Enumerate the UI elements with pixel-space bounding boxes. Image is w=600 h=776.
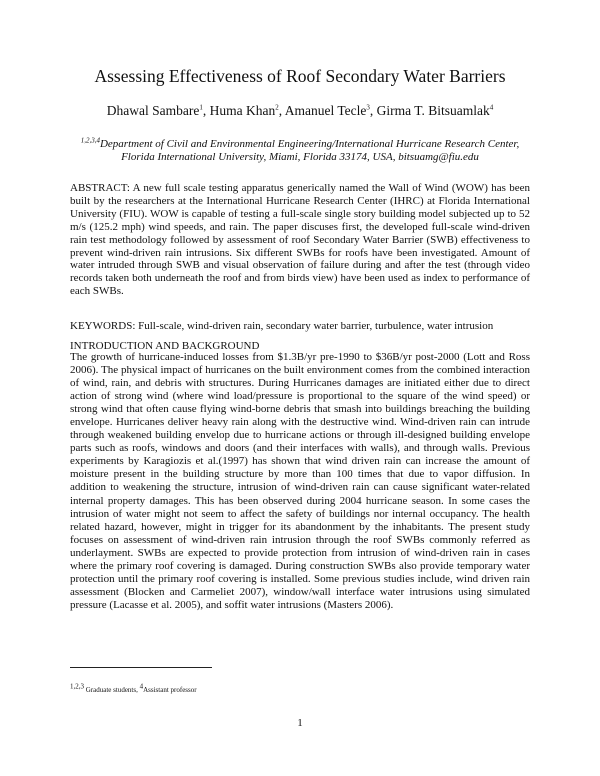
section-heading: INTRODUCTION AND BACKGROUND	[70, 340, 260, 352]
author-sup: 3	[366, 103, 370, 112]
affiliation-sup: 1,2,3,4	[80, 136, 100, 145]
author-list: Dhawal Sambare$^1$, Huma Khan$^2$, Amanuel Tecle$^3$, Girma T. Bitsuamlak$^4$	[106, 103, 494, 118]
intro-paragraph: The growth of hurricane-induced losses from $1.3B/yr pre-1990 to $36B/yr post-2000 (Lott and Ross 2006). The physical impact of hurricanes on the built environment comes from the combined interaction of wind, rain, and debris with structures. During Hurricanes damages are initiated either due to direct action of strong wind (where wind load/pressure is proportional to the square of the wind speed) or strong wind that often cause flying wind-borne debris that smash into buildings breaching the building envelope. Hurricanes deliver heavy rain along with the destructive wind. Wind-driven rain can intrude through weakened building envelop due to hurricane actions or through ill-designed building envelope parts such as roofs, windows and doors (and their interfaces with walls), and through walls. Previous experiments by Karagiozis et al.(1997) has shown that wind driven rain can increase the amount of moisture present in the building structure by more than 100 times that due to vapor diffusion. In addition to weakening the structure, intrusion of wind-driven rain can cause significant water-related internal property damages. This has been observed during 2004 hurricane season. In some cases the intrusion of water might not seem to affect the safety of buildings nor internal occupancy. The health related hazard, however, might in trigger for its abandonment by the inhabitants. The present study focuses on assessment of wind-driven rain intrusion through the roof SWBs commonly referred as underlayment. SWBs are expected to provide protection from intrusion of wind-driven rain in cases where the primary roof covering is damaged. During construction SWBs also provide temporary water protection until the primary roof covering is installed. Some previous studies include, wind driven rain assessment (Blocken and Carmeliet 2007), window/wall interface water intrusions using simulated pressure (Lacasse et al. 2005), and soffit water intrusions (Masters 2006).	[70, 351, 530, 611]
affiliation	[72, 138, 528, 164]
author-name: Amanuel Tecle	[284, 103, 367, 118]
footnote	[70, 682, 197, 694]
affiliation-text: Department of Civil and Environmental Engineering/International Hurricane Research Center, Florida International University, Miami, Florida 33174, USA, bitsuamg@fiu.edu	[99, 138, 520, 163]
paper-title: Assessing Effectiveness of Roof Secondary Water Barriers	[94, 66, 506, 86]
author-sup: 1	[199, 103, 203, 112]
author-name: Girma T. Bitsuamlak	[376, 103, 490, 118]
abstract: ABSTRACT: A new full scale testing apparatus generically named the Wall of Wind (WOW) has been built by the researchers at the International Hurricane Research Center (IHRC) at Florida International University (FIU). WOW is capable of testing a full-scale single story building model subjected up to 52 m/s (125.2 mph) wind speeds, and rain. The paper discuses first, the developed full-scale wind-driven rain test methodology followed by assessment of roof Secondary Water Barrier (SWB) effectiveness to prevent wind-driven rain intrusions. Six different SWBs for roofs have been investigated. Amount of water intruded through SWB and visual observation of failure during and after the test (through video records taken both underneath the roof and from birds view) have been used as index to performance of each SWBs.	[70, 182, 530, 298]
keywords: KEYWORDS: Full-scale, wind-driven rain, secondary water barrier, turbulence, water intrusion	[70, 320, 494, 332]
author-sup: 2	[275, 103, 279, 112]
author-sup: 4	[489, 103, 494, 112]
footnote-sup: 4	[139, 682, 144, 691]
footnote-divider	[70, 667, 212, 668]
author-name: Dhawal Sambare	[106, 103, 200, 118]
author-name: Huma Khan	[209, 103, 276, 118]
page-number: 1	[297, 717, 303, 729]
footnote-sup: 1,2,3	[70, 682, 84, 691]
footnote-text: Graduate students,	[84, 686, 140, 694]
footnote-text: Assistant professor	[143, 686, 197, 694]
